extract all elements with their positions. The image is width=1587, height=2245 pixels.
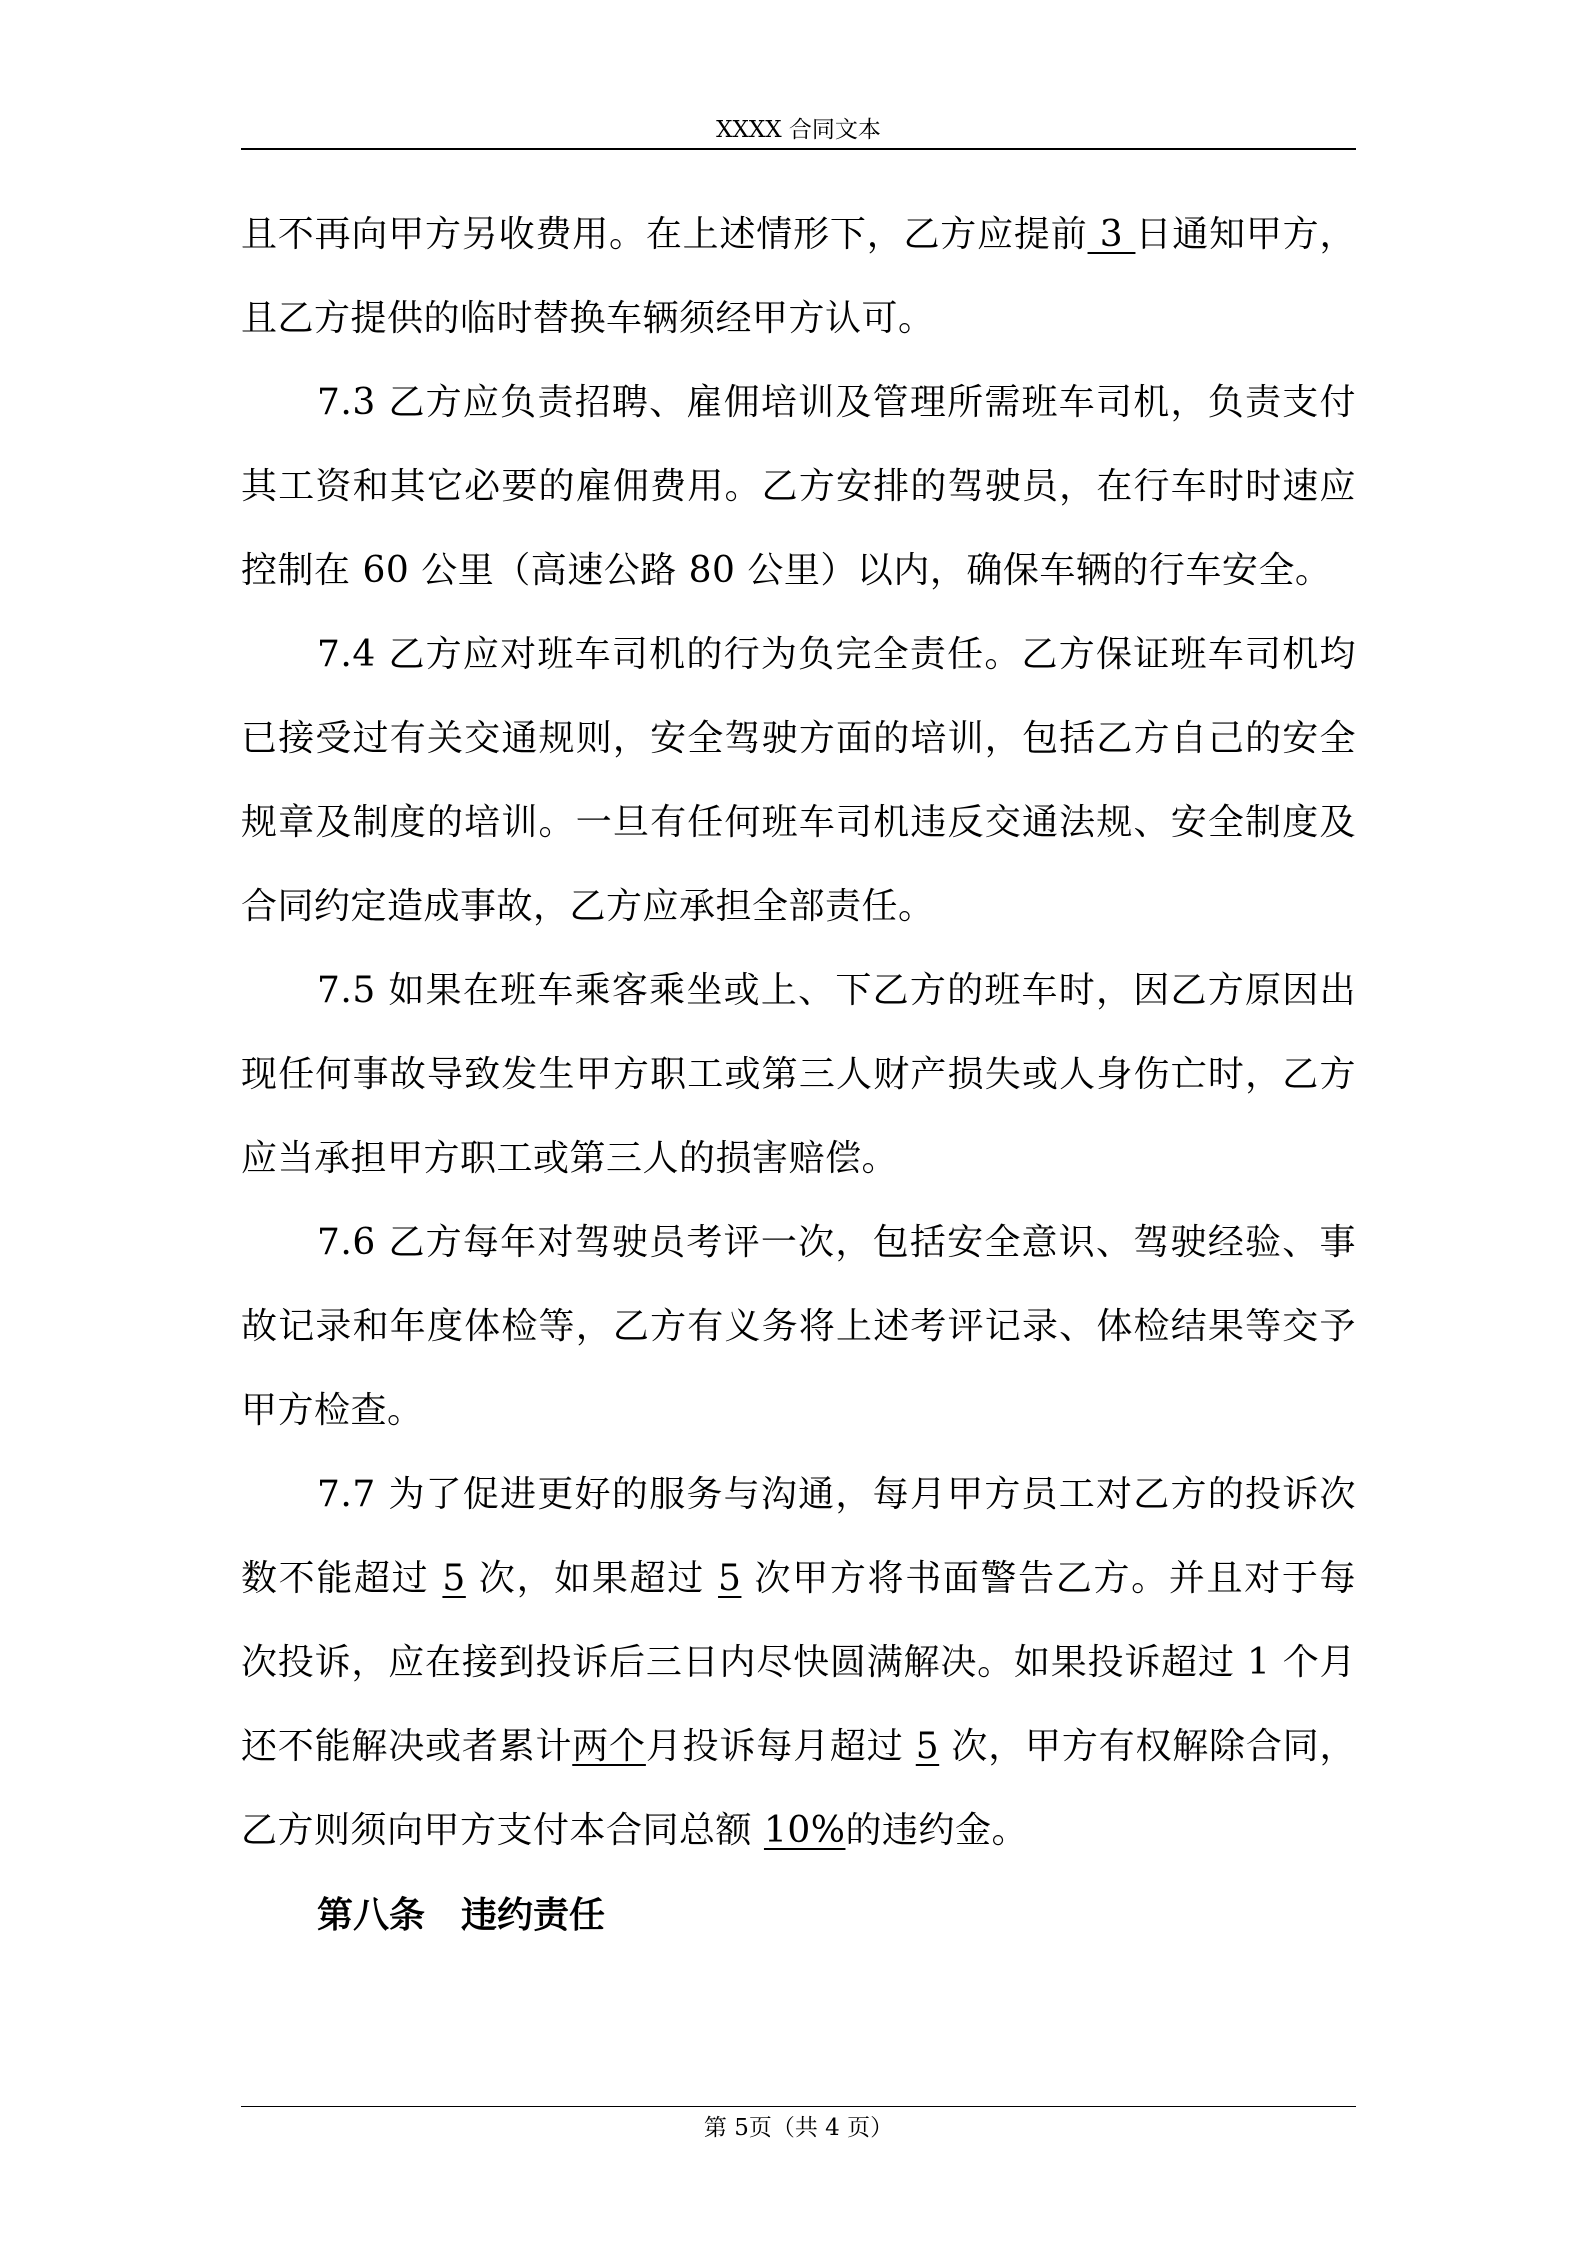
page-number: 第 5页（共 4 页） [703, 2115, 894, 2141]
text-segment: 的违约金。 [845, 1810, 1028, 1851]
paragraph-continuation [241, 193, 1356, 361]
text-segment: 7.7 为了促进更好的服务与沟通，每月甲方员工对乙方的投诉次数不能超过 [241, 1474, 1356, 1599]
underlined-value: 两个 [572, 1726, 646, 1767]
underlined-value: 5 [915, 1726, 940, 1767]
clause-7-3: 7.3 乙方应负责招聘、雇佣培训及管理所需班车司机，负责支付其工资和其它必要的雇佣费用。乙方安排的驾驶员，在行车时时速应控制在 60 公里（高速公路 80 公里）以内，确保车辆的行车安全。 [241, 382, 1356, 591]
text-segment: 次甲方将书面警告乙方。并且对于每次投诉，应在接到投诉后三日内尽快圆满解决。如果投诉超过 1 个月还不能解决或者累计 [241, 1558, 1356, 1767]
section-number: 第八条 [317, 1894, 426, 1936]
text-segment: 且不再向甲方另收费用。在上述情形下，乙方应提前 [241, 214, 1088, 255]
clause-7-6: 7.6 乙方每年对驾驶员考评一次，包括安全意识、驾驶经验、事故记录和年度体检等，乙方有义务将上述考评记录、体检结果等交予甲方检查。 [241, 1222, 1356, 1431]
page-header [241, 112, 1356, 148]
text-segment: 日通知甲方，且乙方提供的临时替换车辆须经甲方认可。 [241, 214, 1356, 339]
clause-7-4: 7.4 乙方应对班车司机的行为负完全责任。乙方保证班车司机均已接受过有关交通规则，安全驾驶方面的培训，包括乙方自己的安全规章及制度的培训。一旦有任何班车司机违反交通法规、安全制度及合同约定造成事故，乙方应承担全部责任。 [241, 634, 1356, 927]
document-body [241, 193, 1356, 1957]
footer-rule [241, 2106, 1356, 2107]
section-title: 违约责任 [461, 1894, 606, 1936]
underlined-value: 10% [763, 1810, 846, 1851]
text-segment: 月投诉每月超过 [645, 1726, 916, 1767]
page-footer [241, 2110, 1356, 2146]
section-heading [241, 1873, 1356, 1957]
text-segment: 次，甲方有权解除合同，乙方则须向甲方支付本合同总额 [241, 1726, 1356, 1851]
clause-7-7 [241, 1453, 1356, 1873]
header-title: XXXX 合同文本 [716, 117, 881, 143]
clause-7-5: 7.5 如果在班车乘客乘坐或上、下乙方的班车时，因乙方原因出现任何事故导致发生甲方职工或第三人财产损失或人身伤亡时，乙方应当承担甲方职工或第三人的损害赔偿。 [241, 970, 1356, 1179]
underlined-value: 5 [718, 1558, 742, 1599]
underlined-days: 3 [1087, 214, 1136, 255]
text-segment: 次，如果超过 [465, 1558, 719, 1599]
underlined-value: 5 [442, 1558, 466, 1599]
header-rule [241, 148, 1356, 150]
